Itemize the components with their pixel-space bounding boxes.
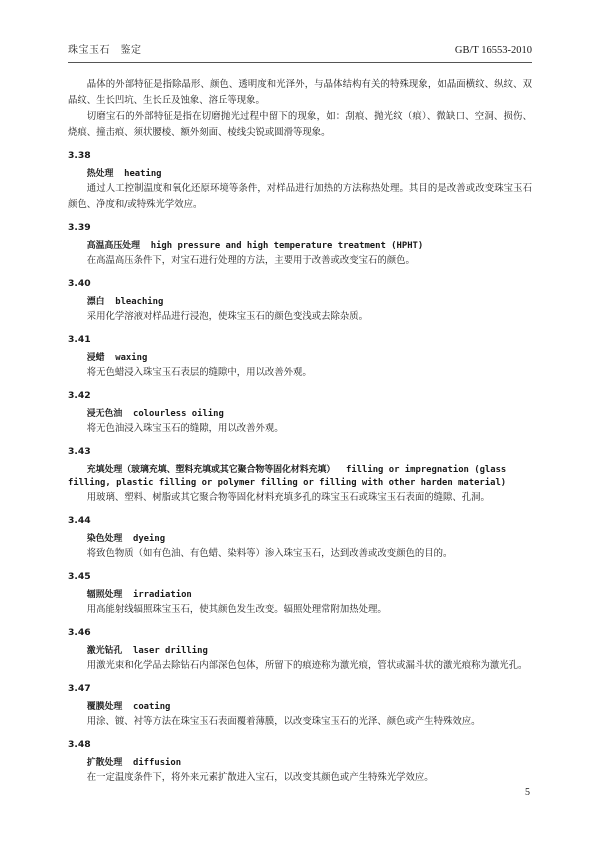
- section-number: 3.42: [68, 390, 91, 401]
- term-en: diffusion: [132, 758, 182, 768]
- term-heading: [87, 352, 532, 365]
- section-number: 3.47: [68, 683, 91, 694]
- section-3-48: [68, 738, 532, 786]
- term-zh: 激光钻孔: [86, 646, 123, 656]
- term-zh: 漂白: [86, 297, 105, 307]
- term-definition: 在一定温度条件下，将外来元素扩散进入宝石，以改变其颜色或产生特殊光学效应。: [86, 772, 434, 783]
- section-3-44: [68, 514, 532, 562]
- section-3-47: [68, 682, 532, 730]
- section-number: 3.48: [68, 739, 91, 750]
- term-heading: [68, 464, 532, 490]
- page-content: [68, 77, 532, 786]
- section-number: 3.43: [68, 446, 91, 457]
- section-3-39: [68, 221, 532, 269]
- section-number: 3.40: [68, 278, 91, 289]
- running-header: [68, 44, 532, 63]
- term-definition: 用涂、镀、衬等方法在珠宝玉石表面覆着薄膜，以改变珠宝玉石的光泽、颜色或产生特殊效应。: [86, 716, 481, 727]
- page-number: 5: [525, 787, 530, 798]
- intro-paragraph-2: 切磨宝石的外部特征是指在切磨抛光过程中留下的现象，如：刮痕、抛光纹（痕）、微缺口、空洞、损伤、烧痕、撞击痕、须状腰棱、额外刻面、棱线尖锐或圆滑等现象。: [68, 111, 532, 138]
- term-en: bleaching: [115, 297, 164, 307]
- term-definition: 将无色油浸入珠宝玉石的缝隙，用以改善外观。: [86, 423, 284, 434]
- section-number: 3.38: [68, 150, 91, 161]
- term-en: irradiation: [132, 590, 192, 600]
- intro-paragraph-1: 晶体的外部特征是指除晶形、颜色、透明度和光泽外，与晶体结构有关的特殊现象，如晶面横纹、纵纹、双晶纹、生长凹坑、生长丘及蚀象、溶丘等现象。: [68, 79, 532, 106]
- term-zh: 充填处理（玻璃充填、塑料充填或其它聚合物等固化材料充填）: [86, 465, 336, 475]
- header-title: 珠宝玉石 鉴定: [68, 45, 142, 56]
- term-heading: [87, 240, 532, 253]
- term-heading: [87, 589, 532, 602]
- term-heading: [87, 533, 532, 546]
- section-number: 3.39: [68, 222, 91, 233]
- term-en: waxing: [115, 353, 148, 363]
- term-zh: 热处理: [86, 169, 114, 179]
- term-en: high pressure and high temperature treatment (HPHT): [150, 241, 424, 251]
- section-3-46: [68, 626, 532, 674]
- term-zh: 扩散处理: [86, 758, 123, 768]
- term-heading: [87, 757, 532, 770]
- standard-number: GB/T 16553-2010: [454, 45, 532, 56]
- term-heading: [87, 296, 532, 309]
- term-zh: 覆膜处理: [86, 702, 123, 712]
- term-en: coating: [132, 702, 171, 712]
- term-definition: 用激光束和化学品去除钻石内部深色包体，所留下的痕迹称为激光痕，管状或漏斗状的激光痕称为激光孔。: [86, 660, 528, 671]
- section-3-42: [68, 389, 532, 437]
- term-heading: [87, 408, 532, 421]
- term-definition: 用玻璃、塑料、树脂或其它聚合物等固化材料充填多孔的珠宝玉石或珠宝玉石表面的缝隙、孔洞。: [86, 492, 490, 503]
- term-definition: 采用化学溶液对样品进行浸泡，使珠宝玉石的颜色变浅或去除杂质。: [86, 311, 369, 322]
- section-number: 3.45: [68, 571, 91, 582]
- section-number: 3.46: [68, 627, 91, 638]
- term-en: colourless oiling: [132, 409, 224, 419]
- term-en: filling or impregnation (glass filling, plastic filling or polymer filling or filling with other harden material): [68, 465, 507, 488]
- section-3-38: [68, 149, 532, 213]
- term-definition: 通过人工控制温度和氧化还原环境等条件，对样品进行加热的方法称热处理。其目的是改善或改变珠宝玉石颜色、净度和/或特殊光学效应。: [68, 183, 532, 210]
- term-en: dyeing: [132, 534, 166, 544]
- term-definition: 用高能射线辐照珠宝玉石，使其颜色发生改变。辐照处理常附加热处理。: [86, 604, 387, 615]
- section-number: 3.41: [68, 334, 91, 345]
- term-heading: [87, 645, 532, 658]
- term-zh: 高温高压处理: [86, 241, 141, 251]
- term-heading: [87, 168, 532, 181]
- section-3-41: [68, 333, 532, 381]
- term-definition: 将致色物质（如有色油、有色蜡、染料等）渗入珠宝玉石，达到改善或改变颜色的目的。: [86, 548, 453, 559]
- term-zh: 浸无色油: [86, 409, 123, 419]
- section-3-40: [68, 277, 532, 325]
- section-number: 3.44: [68, 515, 91, 526]
- term-definition: 在高温高压条件下，对宝石进行处理的方法，主要用于改善或改变宝石的颜色。: [86, 255, 415, 266]
- term-zh: 染色处理: [86, 534, 123, 544]
- section-3-45: [68, 570, 532, 618]
- term-zh: 辐照处理: [86, 590, 123, 600]
- term-heading: [87, 701, 532, 714]
- term-zh: 浸蜡: [86, 353, 105, 363]
- section-3-43: [68, 445, 532, 506]
- term-en: heating: [124, 169, 162, 179]
- term-definition: 将无色蜡浸入珠宝玉石表层的缝隙中，用以改善外观。: [86, 367, 312, 378]
- term-en: laser drilling: [132, 646, 208, 656]
